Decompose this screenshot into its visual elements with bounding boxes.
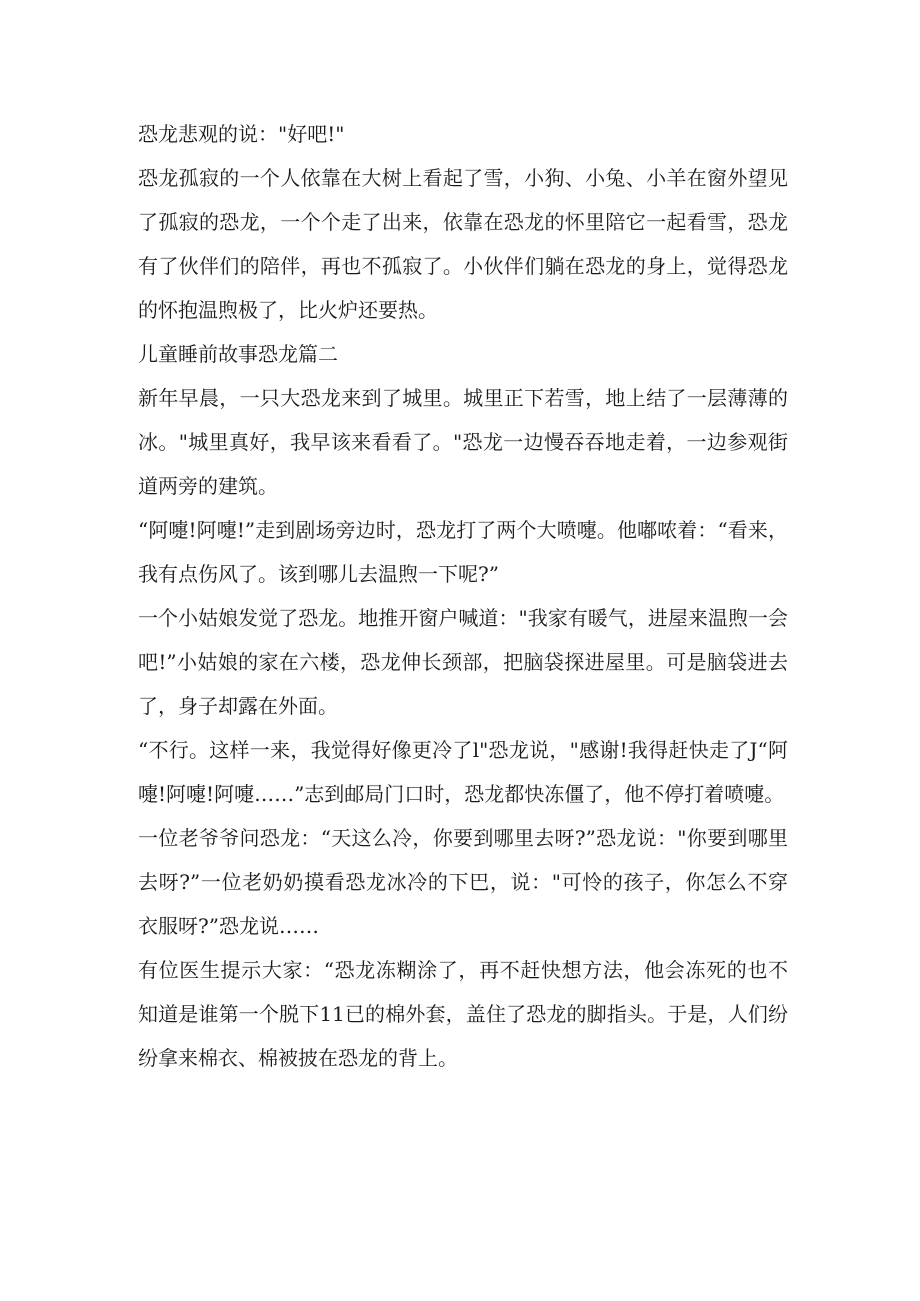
paragraph: 一个小姑娘发觉了恐龙。地推开窗户喊道："我家有暖气，进屋来温煦一会吧!”小姑娘的家在六楼，恐龙伸长颈部，把脑袋探进屋里。可是脑袋进去了，身子却露在外面。 [138, 606, 788, 718]
paragraph: 有位医生提示大家：“恐龙冻糊涂了，再不赶快想方法，他会冻死的也不知道是谁第一个脱下11已的棉外套，盖住了恐龙的脚指头。于是，人们纷纷拿来棉衣、棉被披在恐龙的背上。 [138, 958, 788, 1070]
paragraph: “阿嚏!阿嚏!”走到剧场旁边时，恐龙打了两个大喷嚏。他嘟哝着：“看来，我有点伤风了。该到哪儿去温煦一下呢?” [138, 518, 788, 586]
paragraph: 新年早晨，一只大恐龙来到了城里。城里正下若雪，地上结了一层薄薄的冰。"城里真好，我早该来看看了。"恐龙一边慢吞吞地走着，一边参观街道两旁的建筑。 [138, 386, 788, 498]
section-heading: 儿童睡前故事恐龙篇二 [138, 342, 338, 366]
paragraph: “不行。这样一来，我觉得好像更冷了l"恐龙说，"感谢!我得赶快走了J“阿嚏!阿嚏!阿嚏……”志到邮局门口时，恐龙都快冻僵了，他不停打着喷嚏。 [138, 738, 788, 806]
document-body [138, 112, 788, 1080]
paragraph: 一位老爷爷问恐龙：“天这么冷，你要到哪里去呀?”恐龙说："你要到哪里去呀?”一位老奶奶摸看恐龙冰冷的下巴，说："可怜的孩子，你怎么不穿衣服呀?”恐龙说…… [138, 826, 788, 938]
paragraph: 恐龙孤寂的一个人依靠在大树上看起了雪，小狗、小兔、小羊在窗外望见了孤寂的恐龙，一个个走了出来，依靠在恐龙的怀里陪它一起看雪，恐龙有了伙伴们的陪伴，再也不孤寂了。小伙伴们躺在恐龙的身上，觉得恐龙的怀抱温煦极了，比火炉还要热。 [138, 166, 788, 322]
paragraph: 恐龙悲观的说："好吧!" [138, 122, 345, 146]
